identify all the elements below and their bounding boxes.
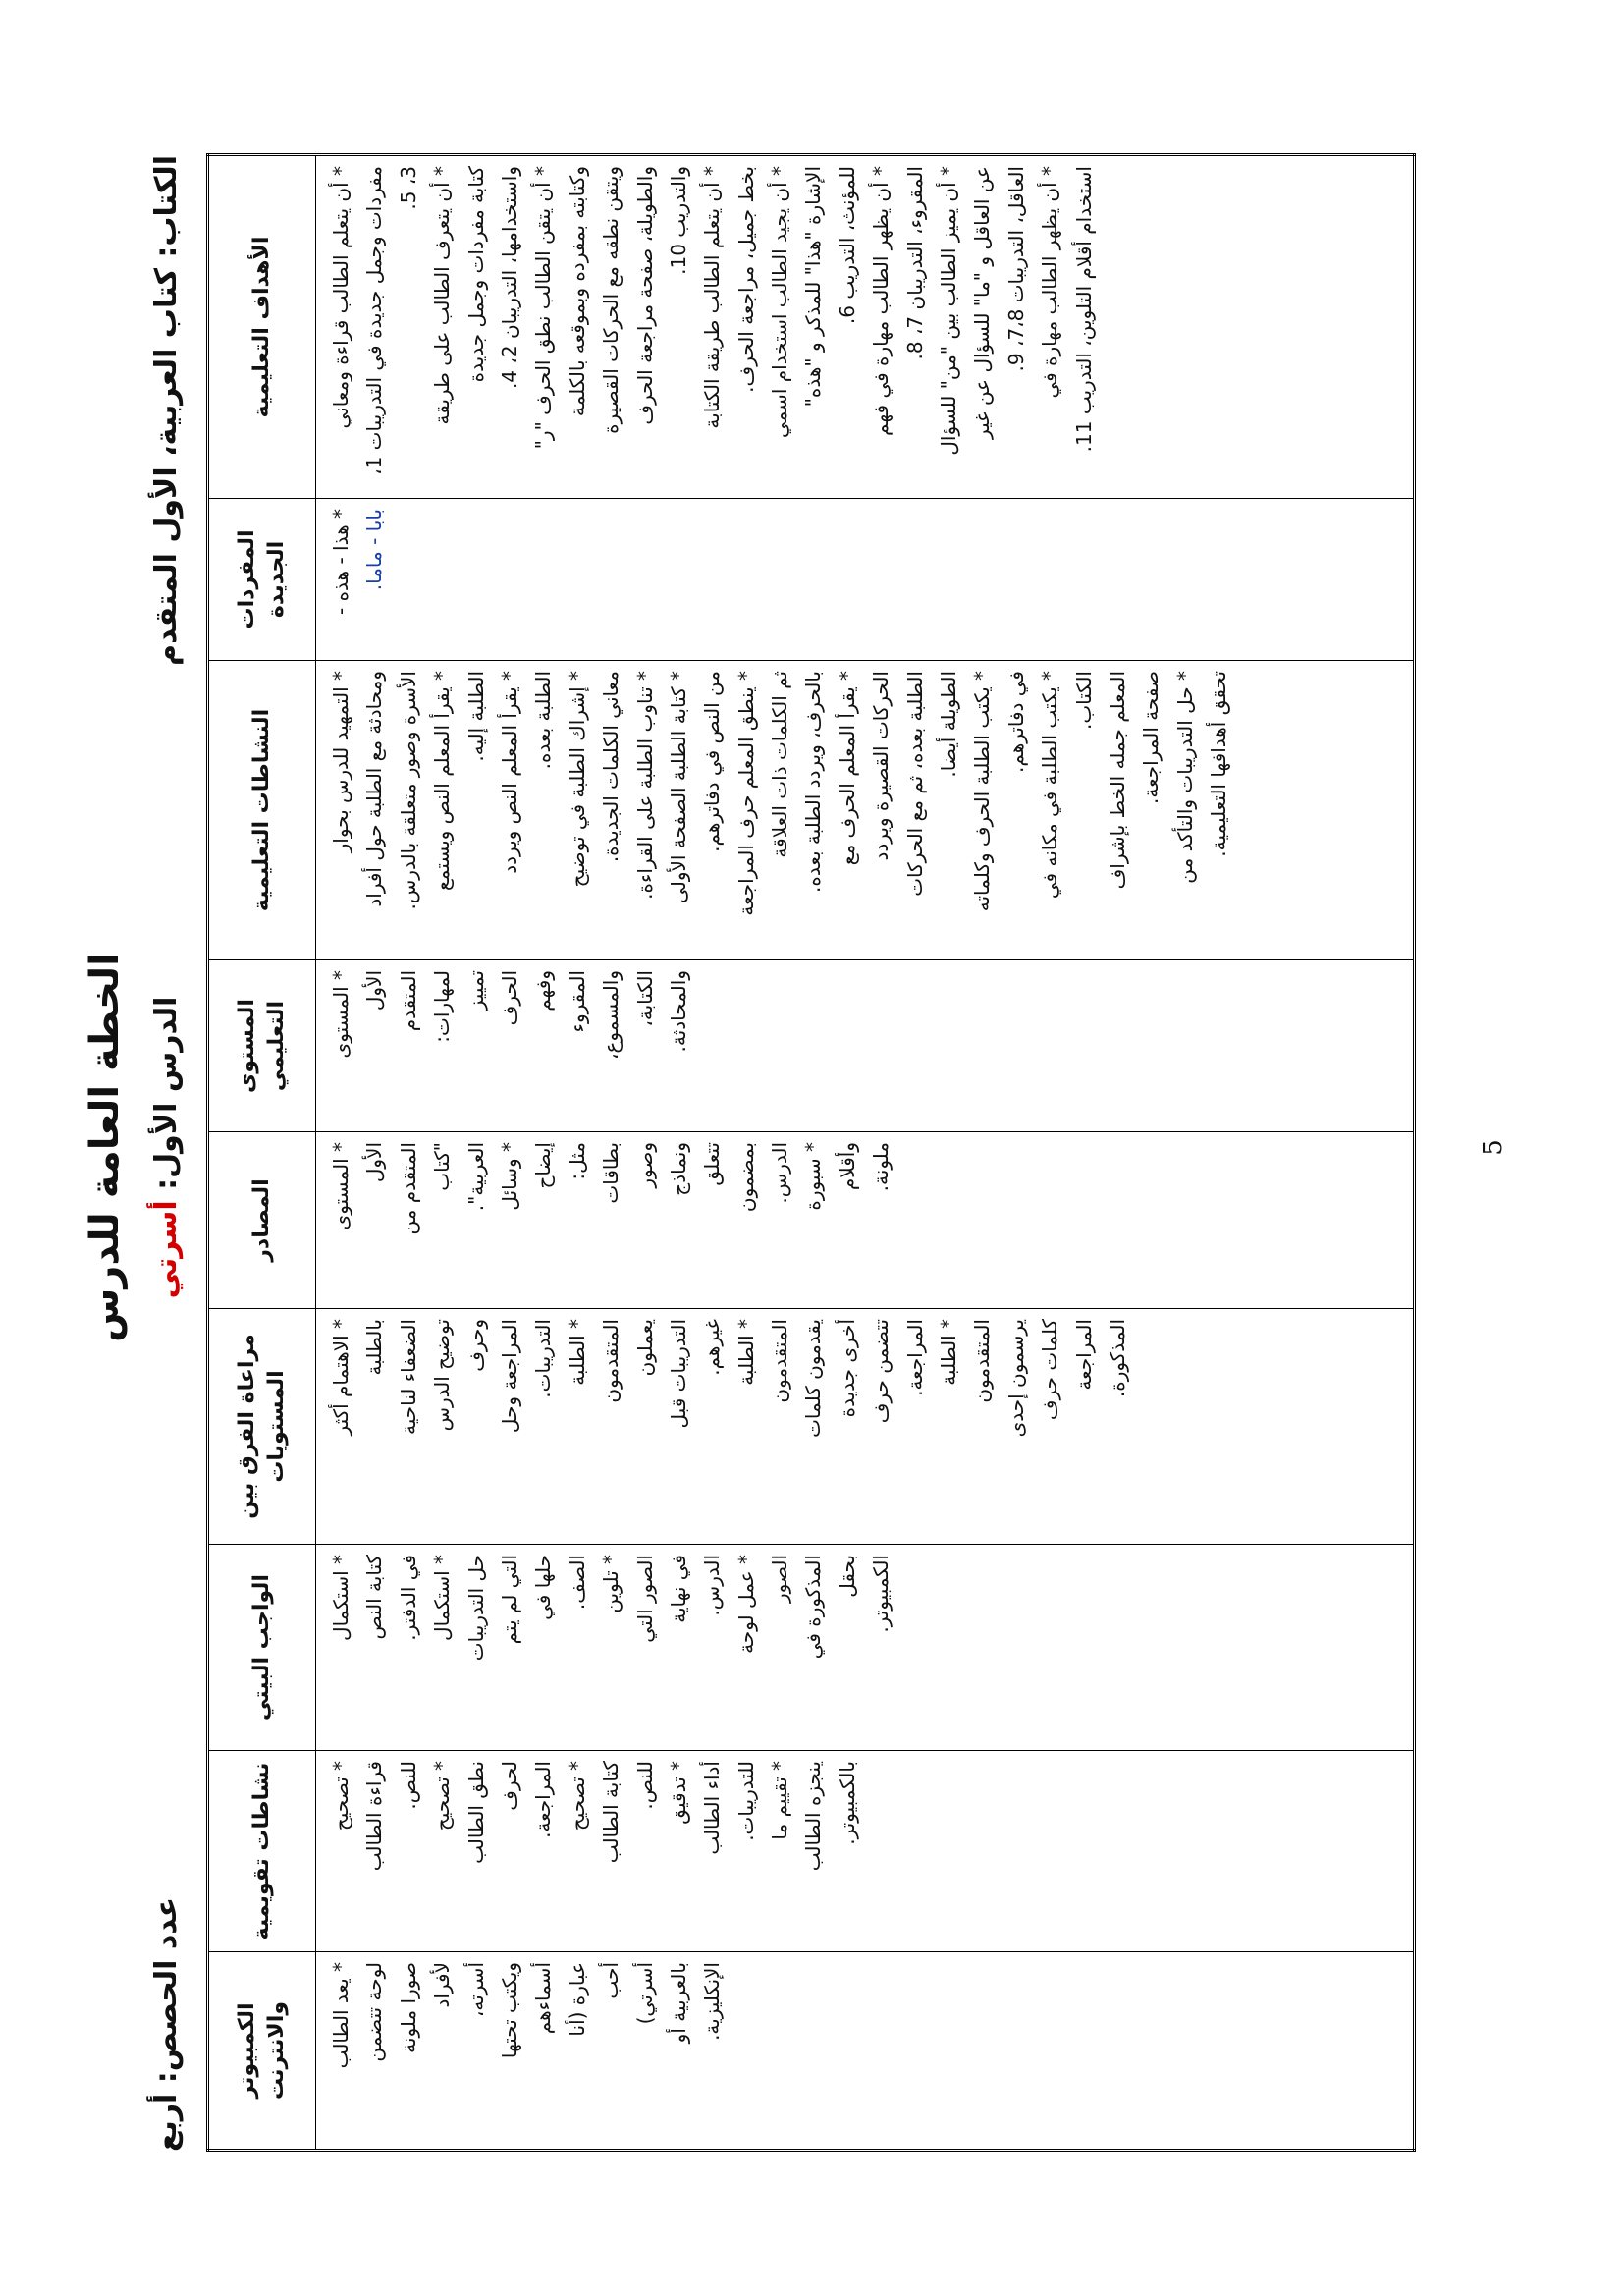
cell-line: التدريبات. <box>531 1319 556 1398</box>
cell-line: تمييز <box>463 970 488 1011</box>
cell-line: * إشراك الطلبة في توضيح <box>565 671 589 888</box>
cell-line: بحقل <box>835 1555 859 1598</box>
cell-line: وكتابته بمفرده وبموقعه بالكلمة <box>565 166 589 417</box>
cell-line: وفهم <box>531 970 556 1011</box>
cell-line: المعلم جمله الخط بإشراف <box>1105 671 1129 890</box>
cell-line: * الطلبة <box>733 1319 758 1386</box>
lesson-plan-table <box>206 153 1416 2152</box>
cell-line: أخرى جديدة <box>835 1319 859 1418</box>
table-row <box>316 155 1415 2151</box>
cell-line: حلها في <box>531 1555 556 1620</box>
cell-line: المذكورة في <box>801 1555 826 1660</box>
cell-line: * تصحيح <box>430 1761 455 1831</box>
page-title: الخطة العامة للدرس <box>82 953 128 1342</box>
header-new-words: المفردات الجديدة <box>208 499 316 661</box>
cell-line: * يقرأ المعلم النص ويردد <box>497 671 521 874</box>
cell-line: * التمهيد للدرس بحوار <box>329 671 352 853</box>
cell-line: غيرهم. <box>700 1319 725 1376</box>
cell-line: * أن يظهر الطالب مهارة في <box>1038 166 1062 399</box>
cell-line: العربية". <box>463 1142 488 1212</box>
cell-line: * يقرأ المعلم النص ويستمع <box>430 671 455 891</box>
cell-line: * الطلبة <box>565 1319 589 1386</box>
cell-line: * أن يجيد الطالب استخدام اسمي <box>768 166 792 439</box>
cell-line: الطويلة أيضا. <box>937 671 961 778</box>
cell-line: الأسرة وصور متعلقة بالدرس. <box>396 671 420 910</box>
cell-line: ثم الكلمات ذات العلاقة <box>768 671 792 858</box>
cell-line: * تلوين <box>599 1555 623 1613</box>
cell-line: يعملون <box>632 1319 657 1377</box>
cell-line: الإنكليزية. <box>700 1962 725 2041</box>
cell-differentiation <box>316 1309 1415 1545</box>
cell-line: * تصحيح <box>565 1761 589 1831</box>
cell-line: كتابة مفردات وجمل جديدة <box>463 166 488 383</box>
cell-line: بالكمبيوتر. <box>835 1761 859 1845</box>
cell-line: توضيح الدرس <box>430 1319 455 1432</box>
cell-homework <box>316 1545 1415 1751</box>
cell-line: الحرف <box>497 970 521 1026</box>
cell-line: ومحادثة مع الطلبة حول أفراد <box>362 671 387 907</box>
cell-line: وحرف <box>463 1319 488 1372</box>
cell-line: * يعد الطالب <box>329 1962 352 2069</box>
cell-objectives <box>316 155 1415 499</box>
cell-line: والمحادثة. <box>666 970 690 1053</box>
cell-line: والتدريب 10. <box>666 166 690 275</box>
cell-line: الصور التي <box>632 1555 657 1643</box>
cell-line: بالطلبة <box>362 1319 387 1376</box>
cell-line: * أن يميز الطالب بين "من" للسؤال <box>937 166 961 456</box>
cell-line: لأفراد <box>430 1962 455 2008</box>
cell-line: أسماءهم <box>531 1962 556 2035</box>
cell-line: * استكمال <box>430 1555 455 1641</box>
cell-line: وأقلام <box>835 1142 859 1191</box>
cell-line: عن العاقل و "ما" للسؤال عن غير <box>970 166 995 439</box>
cell-line: للمؤنث، التدريب 6. <box>835 166 859 325</box>
cell-line: المراجعة <box>1071 1319 1096 1391</box>
cell-line: * تدقيق <box>666 1761 690 1825</box>
cell-line: مفردات وجمل جديدة في التدريبات 1، <box>362 166 387 475</box>
cell-line: "كتاب <box>430 1142 455 1191</box>
cell-line: الصف. <box>565 1555 589 1611</box>
cell-line: إيضاح <box>531 1142 556 1189</box>
cell-line: لمهارات: <box>430 970 455 1043</box>
cell-line: مثل: <box>565 1142 589 1180</box>
header-activities: النشاطات التعليمية <box>208 661 316 960</box>
cell-line: قراءة الطالب <box>362 1761 387 1872</box>
cell-line: الطلبة بعده. <box>531 671 556 770</box>
cell-line: الكمبيوتر. <box>869 1555 893 1633</box>
cell-line: في نهاية <box>666 1555 690 1623</box>
cell-line: من النص في دفاترهم. <box>700 671 725 852</box>
cell-line: المتقدم من <box>396 1142 420 1235</box>
table-header-row <box>208 155 316 2151</box>
cell-line: في دفاترهم. <box>1003 671 1028 773</box>
cell-line: يقدمون كلمات <box>801 1319 826 1438</box>
cell-line: بالعربية أو <box>666 1962 690 2044</box>
cell-line: تتضمن حرف <box>869 1319 893 1424</box>
cell-line: تتعلق <box>700 1142 725 1186</box>
cell-line: الضعفاء لناحية <box>396 1319 420 1435</box>
cell-line: * عمل لوحة <box>733 1555 758 1654</box>
header-level: المستوى التعليمي <box>208 960 316 1132</box>
cell-line: * أن يتقن الطالب نطق الحرف "ر" <box>531 166 556 450</box>
cell-line: * حل التدريبات والتأكد من <box>1172 671 1197 884</box>
cell-line: بابا - ماما. <box>362 509 387 591</box>
cell-line: ويكتب تحتها <box>497 1962 521 2059</box>
cell-line: المقروء <box>565 970 589 1033</box>
cell-line: المتقدم <box>396 970 420 1032</box>
cell-line: أحب <box>599 1962 623 1999</box>
cell-line: * ينطق المعلم حرف المراجعة <box>733 671 758 916</box>
cell-line: ينجزه الطالب <box>801 1761 826 1872</box>
cell-line: الصور <box>768 1555 792 1603</box>
cell-line: * هذا - هذه - <box>329 509 352 615</box>
periods-count: عدد الحصص: أربع <box>149 1896 184 2152</box>
cell-line: للنص. <box>632 1761 657 1810</box>
header-homework: الواجب البيتي <box>208 1545 316 1751</box>
cell-line: * استكمال <box>329 1555 352 1641</box>
cell-level <box>316 960 1415 1132</box>
cell-line: كتابة النص <box>362 1555 387 1640</box>
cell-line: والطويلة، صفحة مراجعة الحرف <box>632 166 657 425</box>
cell-line: * المستوى <box>329 1142 352 1230</box>
cell-line: صفحة المراجعة. <box>1139 671 1164 804</box>
cell-line: معاني الكلمات الجديدة. <box>599 671 623 863</box>
cell-line: الكتابة، <box>632 970 657 1027</box>
cell-line: بخط جميل، مراجعة الحرف. <box>733 166 758 393</box>
cell-activities <box>316 661 1415 960</box>
cell-line: كتابة الطالب <box>599 1761 623 1864</box>
cell-line: الأول <box>362 970 387 1011</box>
cell-line: واستخدامها، التدريبان 2، 4. <box>497 166 521 390</box>
cell-line: الدرس. <box>700 1555 725 1616</box>
cell-line: * أن يتعلم الطالب طريقة الكتابة <box>700 166 725 429</box>
cell-line: يرسمون إحدى <box>1003 1319 1028 1438</box>
cell-line: * يكتب الطلبة الحرف وكلماته <box>970 671 995 912</box>
cell-line: عبارة (أنا <box>565 1962 589 2037</box>
cell-line: التدريبات قبل <box>666 1319 690 1429</box>
cell-line: المراجعة وحل <box>497 1319 521 1434</box>
cell-line: الحركات القصيرة ويردد <box>869 671 893 861</box>
cell-line: * أن يتعلم الطالب قراءة ومعاني <box>329 166 352 429</box>
cell-line: * سبورة <box>801 1142 826 1211</box>
cell-line: التي لم يتم <box>497 1555 521 1645</box>
cell-line: الإشارة "هذا" للمذكر و "هذه" <box>801 166 826 408</box>
header-sources: المصادر <box>208 1132 316 1309</box>
cell-line: بمضمون <box>733 1142 758 1213</box>
cell-line: الطلبة إليه. <box>463 671 488 762</box>
header-objectives: الأهداف التعليمية <box>208 155 316 499</box>
header-evaluation: نشاطات تقويمية <box>208 1751 316 1952</box>
cell-line: الأول <box>362 1142 387 1183</box>
cell-line: * الاهتمام أكثر <box>329 1319 352 1436</box>
header-differentiation: مراعاة الفرق بين المستويات <box>208 1309 316 1545</box>
cell-line: الدرس. <box>768 1142 792 1204</box>
cell-line: أسرته، <box>463 1962 488 2018</box>
cell-line: أسرتي) <box>632 1962 657 2025</box>
cell-line: لوحة تتضمن <box>362 1962 387 2062</box>
cell-line: * المستوى <box>329 970 352 1059</box>
cell-line: * يكتب الطلبة في مكانه في الكتاب. <box>1038 671 1096 900</box>
title-block <box>0 0 226 2295</box>
cell-line: وصور <box>632 1142 657 1188</box>
cell-sources <box>316 1132 1415 1309</box>
cell-line: المقروء، التدريبان 7، 8. <box>902 166 927 360</box>
book-title: الكتاب: كتاب العربية، الأول المتقدم <box>149 155 184 666</box>
cell-line: * الطلبة <box>937 1319 961 1386</box>
header-computer: الكمبيوتر والانترنت <box>208 1952 316 2151</box>
cell-line: العاقل، التدريبات 7،8، 9. <box>1003 166 1028 372</box>
cell-line: تحقق أهدافها التعليمية. <box>1207 671 1231 857</box>
cell-line: * يقرأ المعلم الحرف مع <box>835 671 859 866</box>
cell-line: أداء الطالب <box>700 1761 725 1855</box>
cell-line: والمسموع، <box>599 970 623 1060</box>
cell-line: المتقدمون <box>970 1319 995 1403</box>
cell-line: المتقدمون <box>768 1319 792 1403</box>
cell-line: للتدريبات. <box>733 1761 758 1841</box>
cell-line: ملونة. <box>869 1142 893 1192</box>
cell-line: بطاقات <box>599 1142 623 1204</box>
page-number: 5 <box>1479 1139 1508 1156</box>
cell-line: صورا ملونة <box>396 1962 420 2053</box>
cell-line: للنص. <box>396 1761 420 1810</box>
lesson-prefix: الدرس الأول: <box>149 996 184 1201</box>
cell-line: استخدام أقلام التلوين، التدريب 11. <box>1071 166 1096 453</box>
cell-line: في الدفتر. <box>396 1555 420 1641</box>
cell-line: نطق الطالب <box>463 1761 488 1864</box>
cell-line: * أن يتعرف الطالب على طريقة <box>430 166 455 425</box>
cell-evaluation <box>316 1751 1415 1952</box>
cell-line: المراجعة. <box>902 1319 927 1396</box>
cell-line: * تناوب الطلبة على القراءة. <box>632 671 657 900</box>
cell-line: ونماذج <box>666 1142 690 1196</box>
lesson-name: أسرتي <box>149 1200 184 1299</box>
cell-new-words <box>316 499 1415 661</box>
cell-line: بالحرف، ويردد الطلبة بعده. <box>801 671 826 894</box>
cell-line: لحرف <box>497 1761 521 1811</box>
cell-line: المتقدمون <box>599 1319 623 1403</box>
cell-line: * تصحيح <box>329 1761 352 1831</box>
cell-line: * وسائل <box>497 1142 521 1211</box>
cell-line: * تقييم ما <box>768 1761 792 1840</box>
cell-line: كلمات حرف <box>1038 1319 1062 1421</box>
cell-line: * كتابة الطلبة الصفحة الأولى <box>666 671 690 903</box>
cell-line: حل التدريبات <box>463 1555 488 1662</box>
cell-line: الطلبة بعده، ثم مع الحركات <box>902 671 927 897</box>
cell-line: المذكورة. <box>1105 1319 1129 1398</box>
cell-line: ويتقن نطقه مع الحركات القصيرة <box>599 166 623 434</box>
cell-computer <box>316 1952 1415 2151</box>
cell-line: 3، 5. <box>396 166 420 210</box>
cell-line: المراجعة. <box>531 1761 556 1838</box>
cell-line: * أن يظهر الطالب مهارة في فهم <box>869 166 893 436</box>
